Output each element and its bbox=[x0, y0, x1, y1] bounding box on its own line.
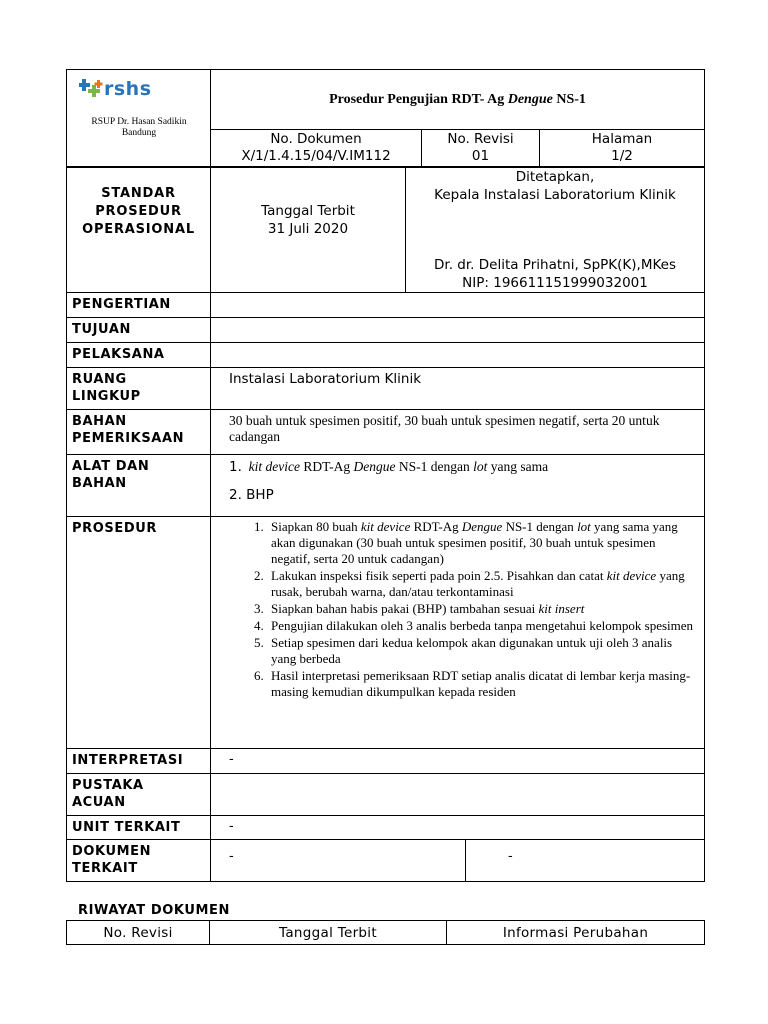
approver-role: Kepala Instalasi Laboratorium Klinik bbox=[434, 187, 676, 203]
prosedur-step-4: 4. Pengujian dilakukan oleh 3 analis berbeda tanpa mengetahui kelompok spesimen bbox=[267, 618, 696, 634]
row-dokumen-terkait bbox=[67, 840, 705, 882]
approval-cell bbox=[406, 168, 705, 293]
row-interpretasi bbox=[67, 749, 705, 774]
hospital-logo bbox=[67, 70, 210, 138]
step-1-kit-device: kit device bbox=[360, 519, 411, 534]
riwayat-col-informasi: Informasi Perubahan bbox=[447, 921, 705, 945]
issue-date-cell bbox=[211, 168, 406, 293]
row-tujuan bbox=[67, 318, 705, 343]
step-1-text-g: yang sama yang akan digunakan (30 buah untuk spesimen positif, 30 buah untuk spesimen negatif, serta 20 untuk cadangan) bbox=[271, 519, 678, 566]
row-pelaksana bbox=[67, 343, 705, 368]
riwayat-dokumen-table bbox=[66, 920, 705, 945]
label-alat-bahan bbox=[67, 455, 211, 517]
revision-label: No. Revisi bbox=[447, 131, 514, 147]
alat-item-1-number: 1. bbox=[229, 459, 242, 475]
label-prosedur: PROSEDUR bbox=[67, 517, 211, 749]
label-dokumen-line-2: TERKAIT bbox=[72, 861, 138, 876]
riwayat-dokumen-title: RIWAYAT DOKUMEN bbox=[78, 903, 230, 918]
sop-type-line-1: STANDAR bbox=[101, 186, 176, 201]
label-pustaka-line-2: ACUAN bbox=[72, 795, 126, 810]
title-suffix: NS-1 bbox=[552, 91, 586, 107]
org-line-1: RSUP Dr. Hasan Sadikin bbox=[91, 117, 187, 127]
riwayat-col-tanggal: Tanggal Terbit bbox=[210, 921, 447, 945]
step-1-text-e: NS-1 dengan bbox=[502, 519, 578, 534]
label-tujuan: TUJUAN bbox=[67, 318, 211, 343]
value-ruang-lingkup: Instalasi Laboratorium Klinik bbox=[211, 368, 705, 410]
label-alat-line-1: ALAT DAN bbox=[72, 459, 150, 474]
sop-approval-row bbox=[67, 168, 705, 293]
label-ruang-line-1: RUANG bbox=[72, 372, 127, 387]
document-title bbox=[211, 70, 705, 130]
page-cell bbox=[540, 130, 705, 167]
doc-number-value: X/1/1.4.15/04/V.IM112 bbox=[241, 148, 391, 164]
label-ruang-lingkup bbox=[67, 368, 211, 410]
logo-cell bbox=[67, 70, 211, 167]
sop-body-table bbox=[66, 167, 705, 882]
alat-item-1 bbox=[229, 458, 698, 476]
label-bahan-pemeriksaan bbox=[67, 410, 211, 455]
row-prosedur bbox=[67, 517, 705, 749]
organization-name bbox=[67, 117, 211, 139]
prosedur-step-2 bbox=[267, 568, 696, 600]
title-prefix: Prosedur Pengujian RDT- Ag bbox=[329, 91, 508, 107]
row-bahan-pemeriksaan bbox=[67, 410, 705, 455]
alat-item-1-text-b: RDT-Ag bbox=[299, 459, 354, 474]
prosedur-step-3 bbox=[267, 601, 696, 617]
label-alat-line-2: BAHAN bbox=[72, 476, 127, 491]
value-dokumen-terkait-2: - bbox=[466, 840, 705, 882]
title-italic: Dengue bbox=[507, 91, 553, 107]
value-interpretasi: - bbox=[211, 749, 705, 774]
value-dokumen-terkait-1: - bbox=[211, 840, 466, 882]
label-dokumen-line-1: DOKUMEN bbox=[72, 844, 152, 859]
prosedur-step-1 bbox=[267, 519, 696, 567]
org-line-2: Bandung bbox=[121, 128, 157, 138]
issue-date-label: Tanggal Terbit bbox=[261, 203, 355, 219]
approver-nip: NIP: 196611151999032001 bbox=[462, 275, 648, 291]
riwayat-header-row bbox=[67, 921, 705, 945]
step-1-lot: lot bbox=[577, 519, 591, 534]
label-pelaksana: PELAKSANA bbox=[67, 343, 211, 368]
step-2-text-a: Lakukan inspeksi fisik seperti pada poin 2.5. Pisahkan dan catat bbox=[271, 568, 607, 583]
approver-name: Dr. dr. Delita Prihatni, SpPK(K),MKes bbox=[434, 257, 677, 273]
page-label: Halaman bbox=[591, 131, 653, 147]
label-bahan-line-1: BAHAN bbox=[72, 414, 127, 429]
prosedur-step-6: 6. Hasil interpretasi pemeriksaan RDT setiap analis dicatat di lembar kerja masing-masing kemudian dikumpulkan kepada residen bbox=[267, 668, 696, 700]
document-header-table bbox=[66, 69, 705, 167]
alat-item-1-kit-device: kit device bbox=[248, 459, 300, 474]
revision-cell bbox=[422, 130, 540, 167]
row-alat-bahan bbox=[67, 455, 705, 517]
value-alat-bahan bbox=[211, 455, 705, 517]
alat-item-1-dengue: Dengue bbox=[353, 459, 396, 474]
value-unit-terkait: - bbox=[211, 816, 705, 840]
label-pengertian: PENGERTIAN bbox=[67, 293, 211, 318]
issue-date-value: 31 Juli 2020 bbox=[267, 221, 349, 237]
label-pustaka-line-1: PUSTAKA bbox=[72, 778, 144, 793]
alat-item-2: 2. BHP bbox=[229, 487, 274, 503]
label-ruang-line-2: LINGKUP bbox=[72, 389, 141, 404]
step-3-text-a: Siapkan bahan habis pakai (BHP) tambahan sesuai bbox=[271, 601, 539, 616]
row-pustaka-acuan bbox=[67, 774, 705, 816]
doc-number-cell bbox=[211, 130, 422, 167]
revision-value: 01 bbox=[471, 148, 490, 164]
label-dokumen-terkait bbox=[67, 840, 211, 882]
step-1-dengue: Dengue bbox=[461, 519, 503, 534]
row-pengertian bbox=[67, 293, 705, 318]
step-3-kit-insert: kit insert bbox=[538, 601, 585, 616]
value-tujuan bbox=[211, 318, 705, 343]
prosedur-step-5: 5. Setiap spesimen dari kedua kelompok akan digunakan untuk uji oleh 3 analis yang berbeda bbox=[267, 635, 696, 667]
logo-text: rshs bbox=[104, 78, 152, 100]
step-1-text-a: Siapkan 80 buah bbox=[271, 519, 361, 534]
sop-type-line-3: OPERASIONAL bbox=[82, 222, 195, 237]
step-2-text-c: yang rusak, berubah warna, dan/atau terkontaminasi bbox=[271, 568, 685, 599]
row-unit-terkait bbox=[67, 816, 705, 840]
label-unit-terkait: UNIT TERKAIT bbox=[67, 816, 211, 840]
row-ruang-lingkup bbox=[67, 368, 705, 410]
sop-type-line-2: PROSEDUR bbox=[95, 204, 182, 219]
value-prosedur bbox=[211, 517, 705, 749]
value-pustaka-acuan bbox=[211, 774, 705, 816]
label-interpretasi: INTERPRETASI bbox=[67, 749, 211, 774]
riwayat-col-revisi: No. Revisi bbox=[67, 921, 210, 945]
step-1-text-c: RDT-Ag bbox=[410, 519, 462, 534]
value-pelaksana bbox=[211, 343, 705, 368]
alat-item-1-text-f: yang sama bbox=[487, 459, 549, 474]
page-value: 1/2 bbox=[611, 148, 633, 164]
alat-item-1-text-d: NS-1 dengan bbox=[395, 459, 474, 474]
approved-label: Ditetapkan, bbox=[515, 169, 595, 185]
value-pengertian bbox=[211, 293, 705, 318]
doc-number-label: No. Dokumen bbox=[270, 131, 362, 147]
prosedur-steps-list bbox=[223, 519, 696, 700]
label-pustaka-acuan bbox=[67, 774, 211, 816]
label-bahan-line-2: PEMERIKSAAN bbox=[72, 431, 185, 446]
rshs-logo-icon bbox=[79, 77, 105, 99]
step-2-kit-device: kit device bbox=[606, 568, 657, 583]
sop-type-cell bbox=[67, 168, 211, 293]
alat-item-1-lot: lot bbox=[473, 459, 488, 474]
value-bahan-pemeriksaan: 30 buah untuk spesimen positif, 30 buah untuk spesimen negatif, serta 20 untuk cadangan bbox=[211, 410, 705, 455]
